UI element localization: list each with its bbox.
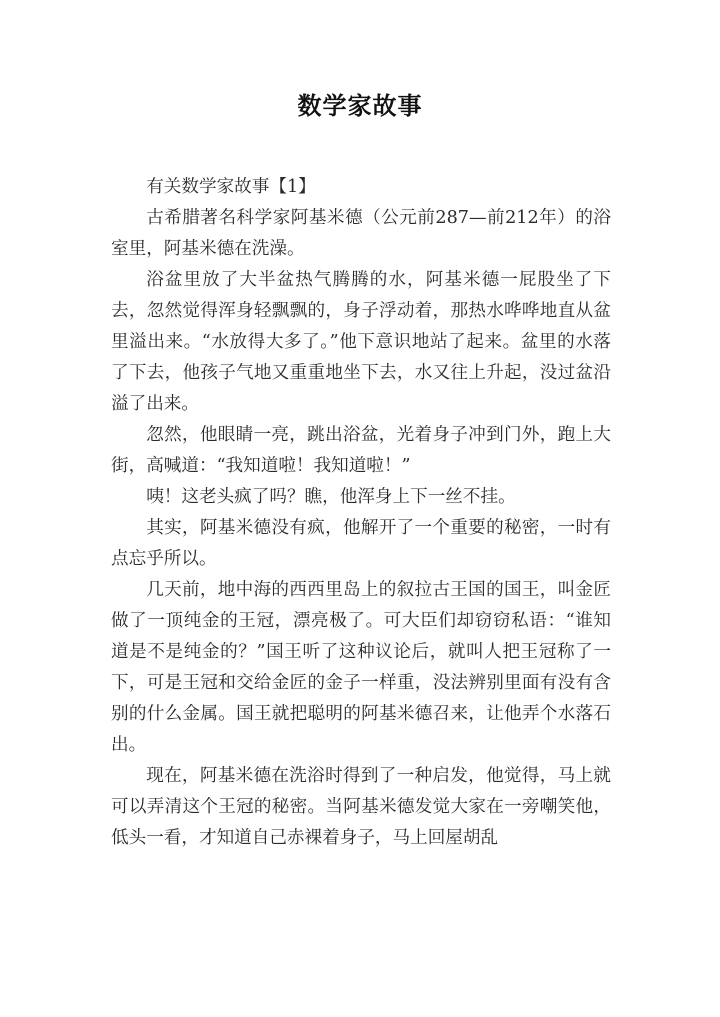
paragraph: 几天前，地中海的西西里岛上的叙拉古王国的国王，叫金匠做了一顶纯金的王冠，漂亮极了。可大臣们却窃窃私语：“谁知道是不是纯金的？”国王听了这种议论后，就叫人把王冠称了一下，可是王冠和交给金匠的金子一样重，没法辨别里面有没有含别的什么金属。国王就把聪明的阿基米德召来，让他弄个水落石出。 <box>111 580 611 755</box>
paragraph: 古希腊著名科学家阿基米德（公元前287—前212年）的浴室里，阿基米德在洗澡。 <box>111 208 611 259</box>
paragraph: 现在，阿基米德在洗浴时得到了一种启发，他觉得，马上就可以弄清这个王冠的秘密。当阿基米德发觉大家在一旁嘲笑他，低头一看，才知道自己赤裸着身子，马上回屋胡乱 <box>111 766 611 848</box>
paragraph: 忽然，他眼睛一亮，跳出浴盆，光着身子冲到门外，跑上大街，高喊道：“我知道啦！我知道啦！” <box>111 425 611 476</box>
paragraph-section-heading: 有关数学家故事【1】 <box>146 177 316 197</box>
document-title: 数学家故事 <box>297 92 423 120</box>
paragraph: 浴盆里放了大半盆热气腾腾的水，阿基米德一屁股坐了下去，忽然觉得浑身轻飘飘的，身子浮动着，那热水哗哗地直从盆里溢出来。“水放得大多了。”他下意识地站了起来。盆里的水落了下去，他孩子气地又重重地坐下去，水又往上升起，没过盆沿溢了出来。 <box>111 270 611 414</box>
paragraph: 咦！这老头疯了吗？瞧，他浑身上下一丝不挂。 <box>146 487 516 507</box>
paragraph: 其实，阿基米德没有疯，他解开了一个重要的秘密，一时有点忘乎所以。 <box>111 518 611 569</box>
document-body <box>111 172 611 854</box>
